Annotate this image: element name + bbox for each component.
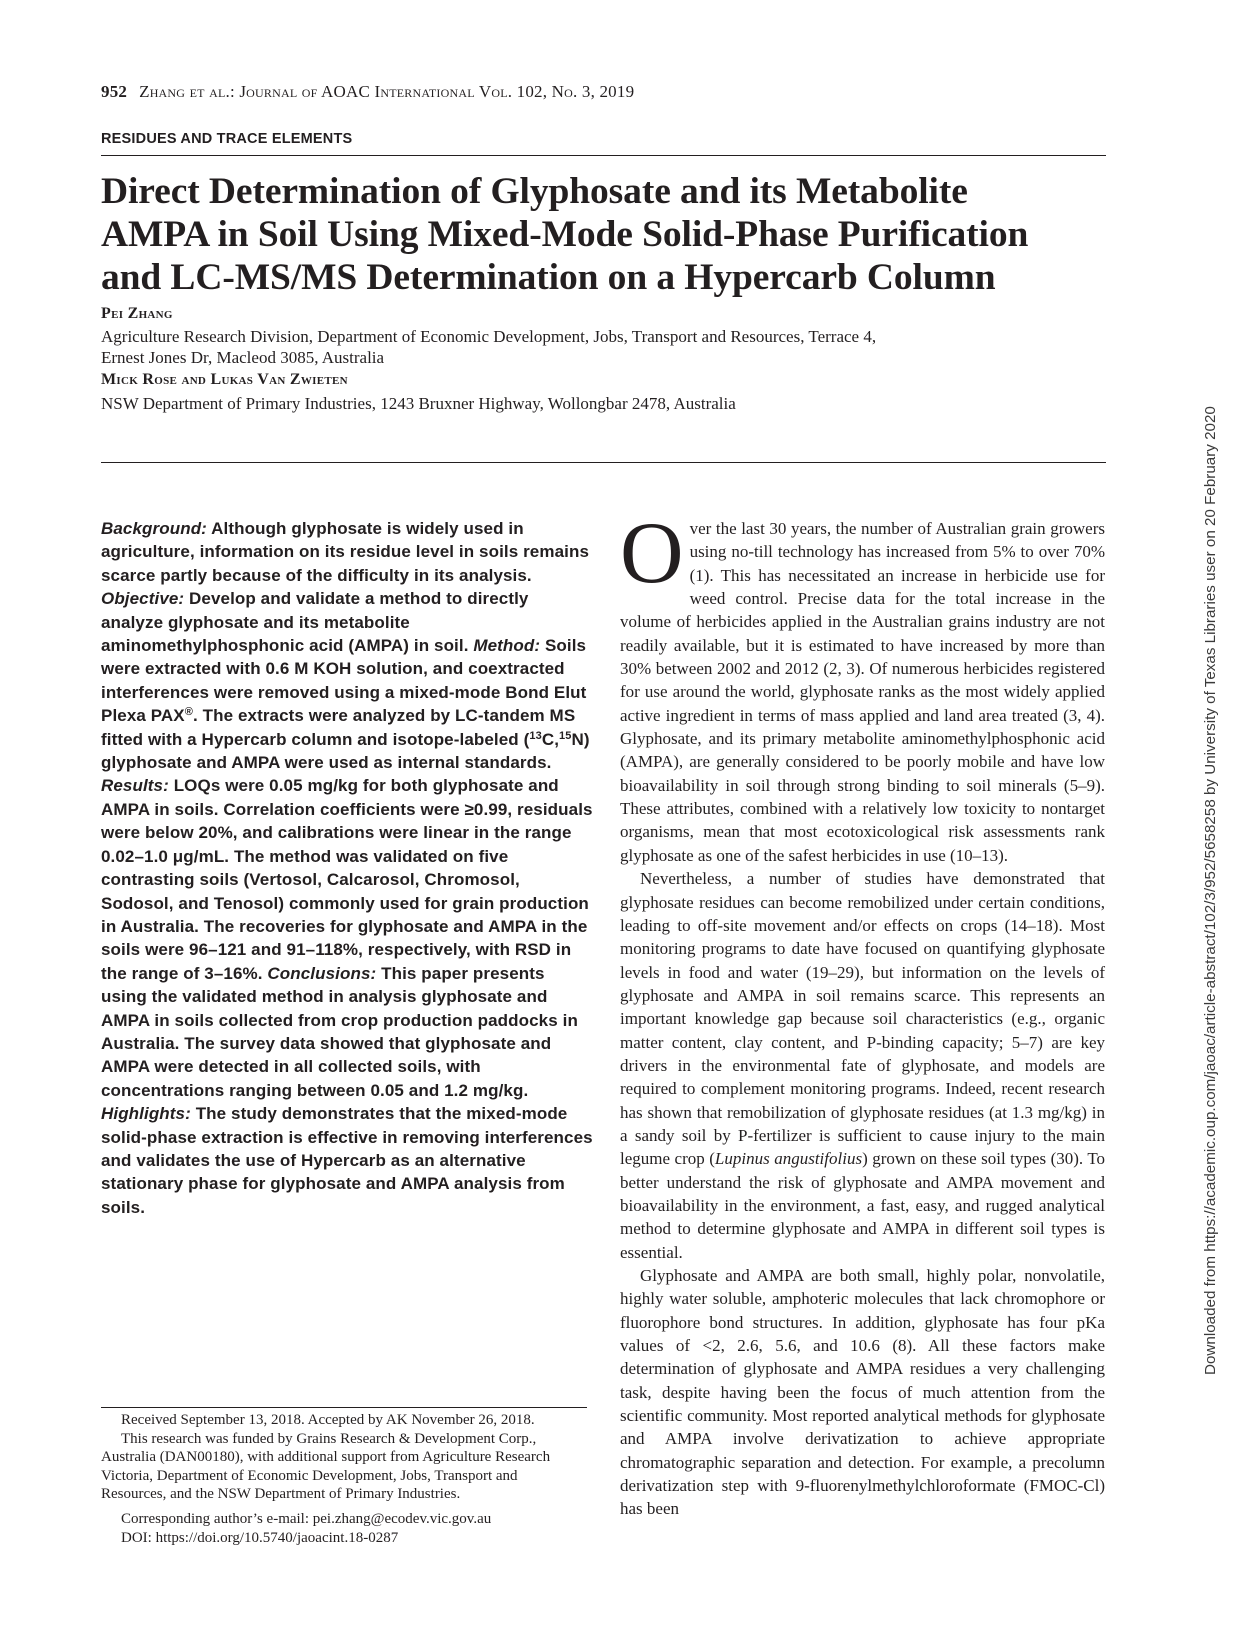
doi: DOI: https://doi.org/10.5740/jaoacint.18-0287 [121, 1529, 399, 1546]
drop-cap: O [620, 505, 684, 602]
download-watermark: Downloaded from https://academic.oup.com/jaoac/article-abstract/102/3/952/5658258 by University of Texas Libraries user on 20 February 2020 [1202, 406, 1219, 1375]
affiliation-line: Ernest Jones Dr, Macleod 3085, Australia [101, 348, 385, 367]
abstract-background: Although glyphosate is widely used in agriculture, information on its residue level in soils remains scarce partly because of the difficulty in its analysis. [101, 519, 589, 585]
footnotes [101, 1411, 593, 1547]
affiliation-line: NSW Department of Primary Industries, 1243 Bruxner Highway, Wollongbar 2478, Australia [101, 394, 736, 413]
funding-note: This research was funded by Grains Research & Development Corp., Australia (DAN00180), with additional support from Agriculture Research Victoria, Department of Economic Development, Jobs, Transport and Resources, and the NSW Department of Primary Industries. [101, 1430, 551, 1503]
abstract-label-background: Background: [101, 519, 207, 538]
author-affiliation [101, 326, 876, 368]
abstract-method: Soils were extracted with 0.6 M KOH solution, and coextracted interferences were removed using a mixed-mode Bond Elut Plexa PAX [101, 636, 587, 726]
registered-mark: ® [184, 706, 193, 719]
abstract-method-end: N) glyphosate and AMPA were used as internal standards. [101, 729, 590, 773]
abstract [101, 517, 593, 1219]
abstract-highlights: The study demonstrates that the mixed-mode solid-phase extraction is effective in removing interferences and validates the use of Hypercarb as an alternative stationary phase for glyphosate and AMPA analysis from soils. [101, 1104, 593, 1217]
paragraph-text: Nevertheless, a number of studies have demonstrated that glyphosate residues can become remobilized under certain conditions, leading to off-site movement and/or effects on crops (14–18). Most monitoring programs to date have focused on quantifying glyphosate levels in food and water (19–29), but information on the levels of glyphosate and AMPA in soil remains scarce. This represents an important knowledge gap because soil characteristics (e.g., organic matter content, clay content, and P-binding capacity; 5–7) are key drivers in the environmental fate of glyphosate, and models are required to complement monitoring programs. Indeed, recent research has shown that remobilization of glyphosate residues (at 1.3 mg/kg) in a sandy soil by P-fertilizer is sufficient to cause injury to the main legume crop ( [620, 869, 1105, 1169]
isotope-mass: 15 [559, 729, 572, 742]
footnote-divider [101, 1407, 587, 1408]
abstract-label-results: Results: [101, 776, 169, 796]
title-line: Direct Determination of Glyphosate and its Metabolite [101, 171, 968, 212]
top-divider [101, 155, 1106, 156]
paragraph [620, 867, 1105, 1264]
abstract-label-conclusions: Conclusions: [267, 963, 377, 983]
paragraph-text: ) grown on these soil types (30). To better understand the risk of glyphosate and AMPA movement and bioavailability in the environment, a fast, easy, and rugged analytical method to determine glyphosate and AMPA in different soil types is essential. [620, 1149, 1106, 1262]
isotope-mass: 13 [529, 729, 542, 742]
abstract-label-highlights: Highlights: [101, 1104, 191, 1124]
author-affiliation [101, 393, 736, 414]
corresponding-author: Corresponding author’s e-mail: pei.zhang@ecodev.vic.gov.au [121, 1510, 492, 1527]
author-name: Mick Rose and Lukas Van Zwieten [101, 371, 348, 388]
body-text [620, 505, 1106, 1521]
abstract-results: LOQs were 0.05 mg/kg for both glyphosate and AMPA in soils. Correlation coefficients were ≥0.99, residuals were below 20%, and calibrations were linear in the range 0.02–1.0 μg/mL. The method was validated on five contrasting soils (Vertosol, Calcarosol, Chromosol, Sodosol, and Tenosol) commonly used for grain production in Australia. The recoveries for glyphosate and AMPA in the soils were 96–121 and 91–118%, respectively, with RSD in the range of 3–16%. [101, 776, 593, 983]
paragraph: Glyphosate and AMPA are both small, highly polar, nonvolatile, highly water soluble, amphoteric molecules that lack chromophore or fluorophore bond structures. In addition, glyphosate has four pKa values of <2, 2.6, 5.6, and 10.6 (8). All these factors make determination of glyphosate and AMPA residues a very challenging task, despite having been the focus of much attention from the scientific community. Most reported analytical methods for glyphosate and AMPA involve derivatization to achieve appropriate chromatographic separation and detection. For example, a precolumn derivatization step with 9-fluorenylmethylchloroformate (FMOC-Cl) has been [620, 1266, 1105, 1519]
title-line: and LC-MS/MS Determination on a Hypercarb Column [101, 257, 996, 298]
page-number: 952 [101, 82, 128, 101]
species-name: Lupinus angustifolius [714, 1149, 863, 1169]
title-line: AMPA in Soil Using Mixed-Mode Solid-Phase Purification [101, 214, 1029, 255]
isotope-element: C, [541, 729, 560, 749]
abstract-label-method: Method: [473, 636, 541, 656]
journal-citation: Zhang et al.: Journal of AOAC International Vol. 102, No. 3, 2019 [139, 82, 635, 101]
received-note: Received September 13, 2018. Accepted by AK November 26, 2018. [121, 1412, 535, 1428]
abstract-method-cont: . The extracts were analyzed by LC-tandem MS fitted with a Hypercarb column and isotope-labeled ( [101, 706, 576, 749]
affiliation-line: Agriculture Research Division, Department of Economic Development, Jobs, Transport and Resources, Terrace 4, [101, 327, 877, 346]
running-head [101, 82, 634, 102]
abstract-conclusions: This paper presents using the validated method in analysis glyphosate and AMPA in soils collected from crop production paddocks in Australia. The survey data showed that glyphosate and AMPA were detected in all collected soils, with concentrations ranging between 0.05 and 1.2 mg/kg. [101, 963, 578, 1100]
paragraph: Over the last 30 years, the number of Australian grain growers using no-till technology has increased from 5% to over 70% (1). This has necessitated an increase in herbicide use for weed control. Precise data for the total increase in the volume of herbicides applied in the Australian grains industry are not readily available, but it is estimated to have increased by more than 30% between 2002 and 2012 (2, 3). Of numerous herbicides registered for use around the world, glyphosate ranks as the most widely applied active ingredient in terms of mass applied and land area treated (3, 4). Glyphosate, and its primary metabolite aminomethylphosphonic acid (AMPA), are generally considered to be poorly mobile and have low bioavailability in soil through strong binding to soil minerals (5–9). These attributes, combined with a relatively low toxicity to nontarget organisms, mean that most ecotoxicological risk assessments rank glyphosate as one of the safest herbicides in use (10–13). [620, 505, 1105, 865]
abstract-label-objective: Objective: [101, 589, 185, 609]
article-title [101, 170, 1111, 299]
header-divider [101, 462, 1106, 463]
abstract-objective: Develop and validate a method to directly analyze glyphosate and its metabolite aminomethylphosphonic acid (AMPA) in soil. [101, 589, 529, 656]
section-label: RESIDUES AND TRACE ELEMENTS [101, 131, 353, 147]
author-name: Pei Zhang [101, 305, 173, 322]
